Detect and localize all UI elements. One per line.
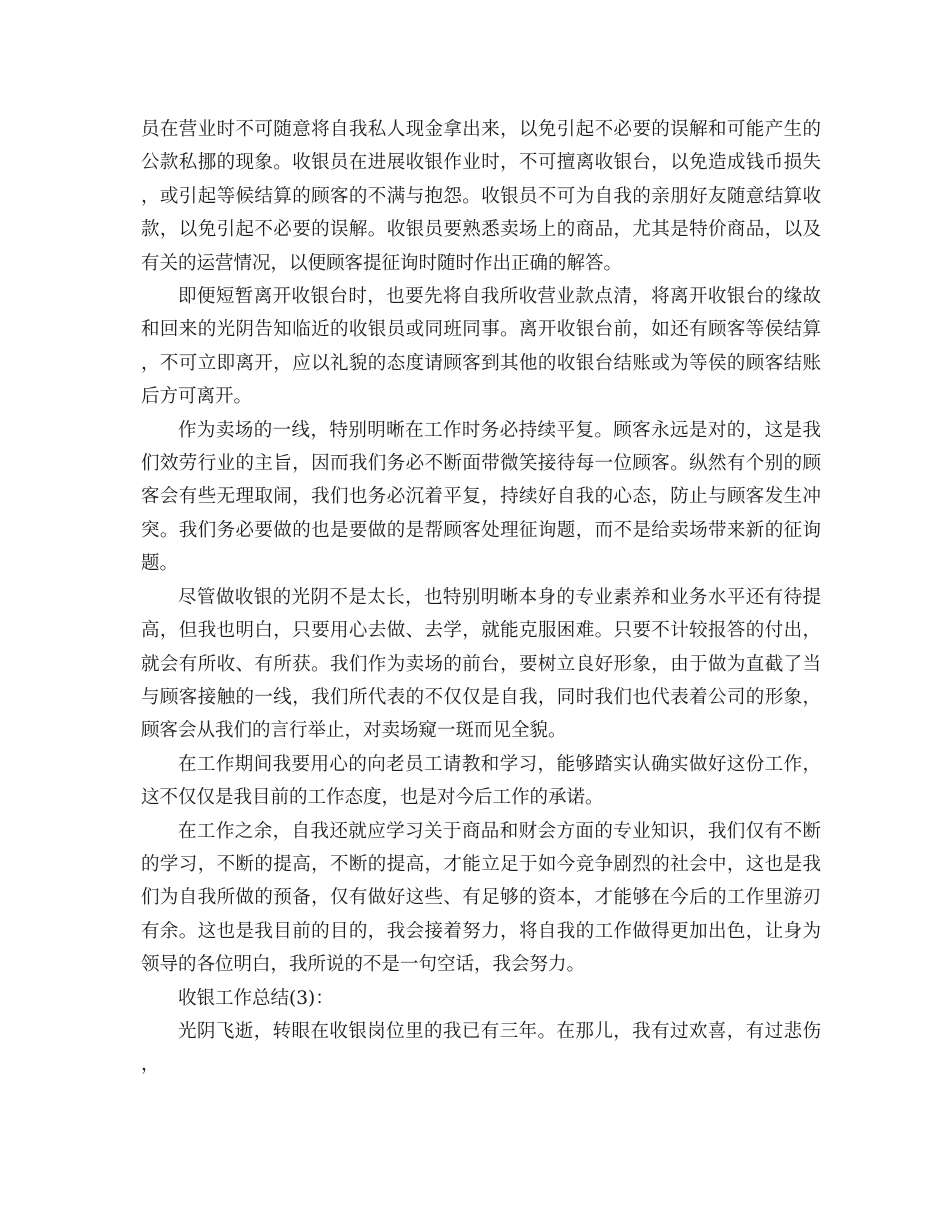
paragraph-7: 光阴飞逝，转眼在收银岗位里的我已有三年。在那儿，我有过欢喜，有过悲伤， bbox=[141, 1020, 821, 1076]
paragraph-2: 即便短暂离开收银台时，也要先将自我所收营业款点清，将离开收银台的缘故和回来的光阴告知临近的收银员或同班同事。离开收银台前，如还有顾客等侯结算，不可立即离开，应以礼貌的态度请顾客到其他的收银台结账或为等侯的顾客结账后方可离开。 bbox=[141, 286, 821, 408]
paragraph-4: 尽管做收银的光阴不是太长，也特别明晰本身的专业素养和业务水平还有待提高，但我也明白，只要用心去做、去学，就能克服困难。只要不计较报答的付出，就会有所收、有所获。我们作为卖场的前台，要树立良好形象，由于做为直截了当与顾客接触的一线，我们所代表的不仅仅是自我，同时我们也代表着公司的形象，顾客会从我们的言行举止，对卖场窥一斑而见全貌。 bbox=[141, 586, 821, 742]
document-body bbox=[141, 113, 821, 1082]
paragraph-6: 在工作之余，自我还就应学习关于商品和财会方面的专业知识，我们仅有不断的学习，不断的提高，不断的提高，才能立足于如今竞争剧烈的社会中，这也是我们为自我所做的预备，仅有做好这些、有足够的资本，才能够在今后的工作里游刃有余。这也是我目前的目的，我会接着努力，将自我的工作做得更加出色，让身为领导的各位明白，我所说的不是一句空话，我会努力。 bbox=[141, 820, 821, 976]
paragraph-3: 作为卖场的一线，特别明晰在工作时务必持续平复。顾客永远是对的，这是我们效劳行业的主旨，因而我们务必不断面带微笑接待每一位顾客。纵然有个别的顾客会有些无理取闹，我们也务必沉着平复，持续好自我的心态，防止与顾客发生冲突。我们务必要做的也是要做的是帮顾客处理征询题，而不是给卖场带来新的征询题。 bbox=[141, 419, 821, 575]
paragraph-1: 员在营业时不可随意将自我私人现金拿出来，以免引起不必要的误解和可能产生的公款私挪的现象。收银员在进展收银作业时，不可擅离收银台，以免造成钱币损失，或引起等候结算的顾客的不满与抱怨。收银员不可为自我的亲朋好友随意结算收款，以免引起不必要的误解。收银员要熟悉卖场上的商品，尤其是特价商品，以及有关的运营情况，以便顾客提征询时随时作出正确的解答。 bbox=[141, 119, 821, 274]
paragraph-5: 在工作期间我要用心的向老员工请教和学习，能够踏实认确实做好这份工作，这不仅仅是我目前的工作态度，也是对今后工作的承诺。 bbox=[141, 753, 821, 809]
section-heading: 收银工作总结(3)： bbox=[178, 987, 334, 1009]
